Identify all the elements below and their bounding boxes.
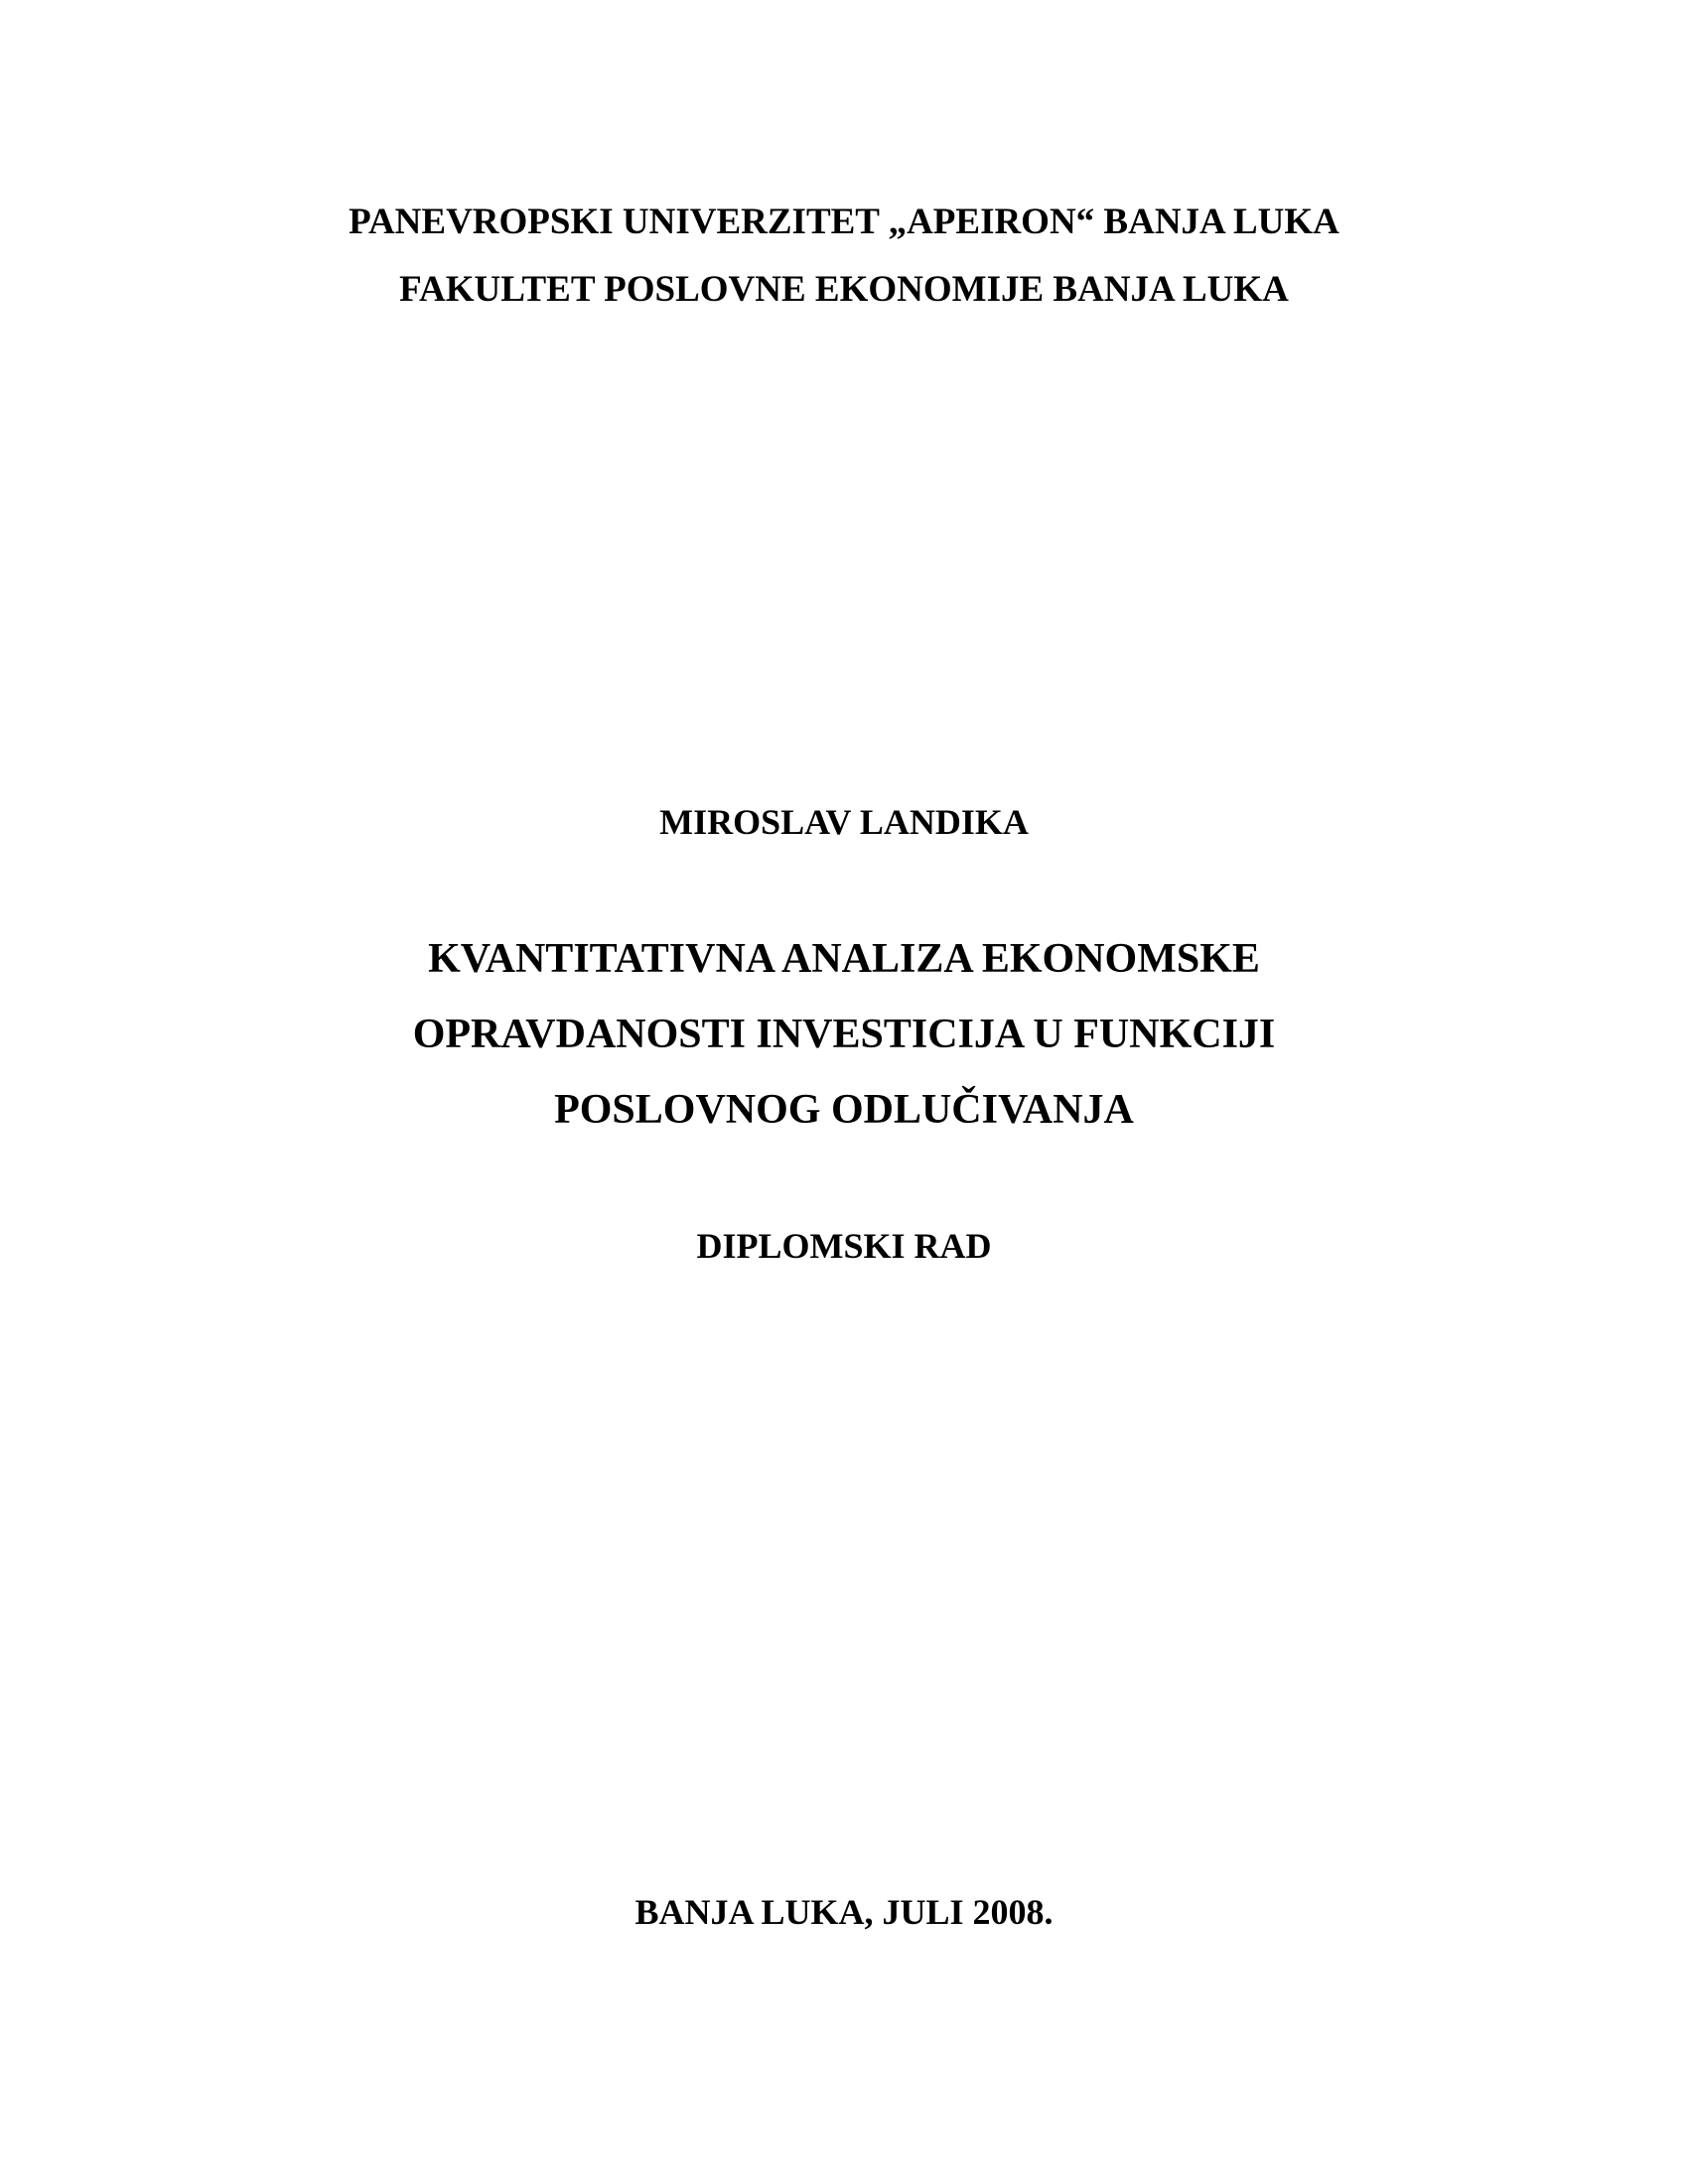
- thesis-title-line-2: OPRAVDANOSTI INVESTICIJA U FUNKCIJI: [412, 1012, 1276, 1057]
- place-and-date: BANJA LUKA, JULI 2008.: [634, 1892, 1054, 1932]
- university-name: PANEVROPSKI UNIVERZITET „APEIRON“ BANJA LUKA: [349, 202, 1339, 242]
- thesis-title-line-1: KVANTITATIVNA ANALIZA EKONOMSKE: [428, 936, 1260, 982]
- thesis-title-line-3: POSLOVNOG ODLUČIVANJA: [554, 1087, 1134, 1133]
- faculty-name: FAKULTET POSLOVNE EKONOMIJE BANJA LUKA: [399, 269, 1289, 310]
- thesis-type: DIPLOMSKI RAD: [696, 1226, 992, 1266]
- author-name: MIROSLAV LANDIKA: [659, 802, 1029, 842]
